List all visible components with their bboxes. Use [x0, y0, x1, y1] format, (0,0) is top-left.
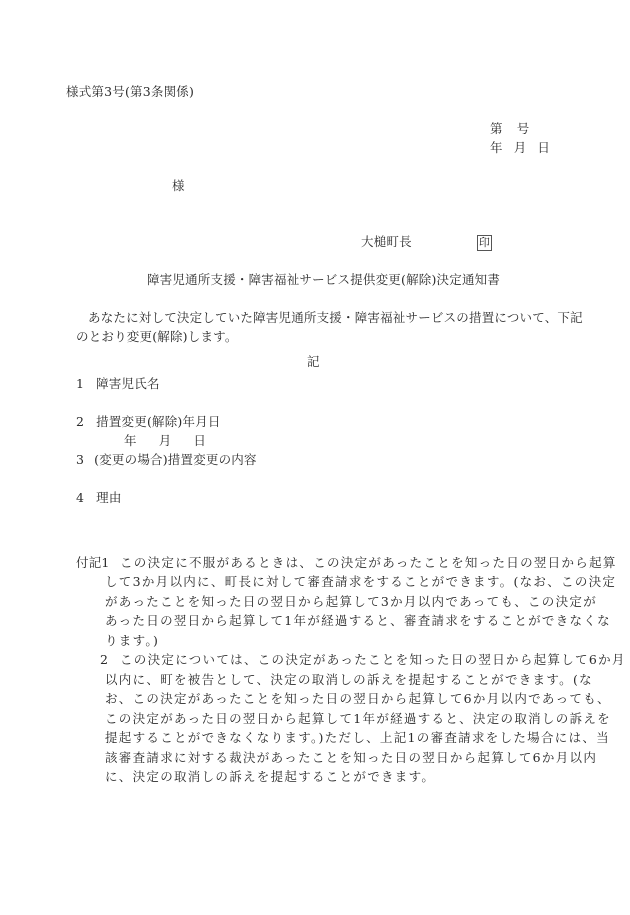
- date-year: 年: [124, 433, 137, 448]
- note-2-line-1: この決定については、この決定があったことを知った日の翌日から起算して6か月: [120, 652, 626, 667]
- item-label: 障害児氏名: [96, 376, 160, 391]
- item-label: 措置変更(解除)年月日: [96, 414, 221, 429]
- issuer-name: 大槌町長: [361, 234, 412, 249]
- item-number: 3: [76, 452, 85, 467]
- item-3: [76, 452, 257, 468]
- item-2-date: [124, 433, 206, 449]
- note-2-line-3: お、この決定があったことを知った日の翌日から起算して6か月以内であっても、: [105, 691, 611, 706]
- note-2-line-6: 該審査請求に対する裁決があったことを知った日の翌日から起算して6か月以内: [105, 750, 598, 765]
- intro-line-2: のとおり変更(解除)します。: [76, 329, 238, 344]
- item-number: 1: [76, 376, 85, 391]
- seal-icon: 印: [478, 236, 491, 249]
- number-suffix: 号: [516, 121, 530, 136]
- item-label: 理由: [96, 490, 122, 505]
- note-1-line-5: ります。): [105, 633, 160, 648]
- note-2-line-7: に、決定の取消しの訴えを提起することができます。: [105, 769, 436, 784]
- item-2: [76, 414, 221, 430]
- note-1-line-4: あった日の翌日から起算して1年が経過すると、審査請求をすることができなくな: [105, 613, 611, 628]
- item-4: [76, 490, 122, 506]
- item-number: 4: [76, 490, 85, 505]
- note-2-line-2: 以内に、町を被告として、決定の取消しの訴えを提起することができます。(な: [105, 672, 593, 687]
- issue-date: [490, 140, 550, 156]
- date-month: 月: [158, 433, 172, 448]
- date-year: 年: [490, 140, 503, 155]
- number-prefix: 第: [490, 121, 503, 136]
- form-label: 様式第3号(第3条関係): [66, 84, 195, 99]
- notes-heading: 付記1: [76, 555, 110, 570]
- note-1-line-3: があったことを知った日の翌日から起算して3か月以内であっても、この決定が: [105, 594, 598, 609]
- item-label: (変更の場合)措置変更の内容: [94, 452, 257, 467]
- date-day: 日: [193, 433, 207, 448]
- note-2-line-4: この決定があった日の翌日から起算して1年が経過すると、決定の取消しの訴えを: [105, 711, 611, 726]
- note-2-line-5: 提起することができなくなります。)ただし、上記1の審査請求をした場合には、当: [105, 730, 610, 745]
- issuer-seal: [477, 234, 492, 251]
- note-1-line-2: して3か月以内に、町長に対して審査請求をすることができます。(なお、この決定: [105, 574, 617, 589]
- document-title: 障害児通所支援・障害福祉サービス提供変更(解除)決定通知書: [147, 272, 501, 287]
- date-month: 月: [513, 140, 527, 155]
- ki-heading: 記: [307, 354, 320, 369]
- item-number: 2: [76, 414, 85, 429]
- note-1-line-1: この決定に不服があるときは、この決定があったことを知った日の翌日から起算: [120, 555, 617, 570]
- addressee-suffix: 様: [172, 178, 185, 193]
- date-day: 日: [537, 140, 551, 155]
- item-1: [76, 376, 160, 392]
- number-line: [490, 121, 529, 137]
- note-2-number: 2: [100, 652, 109, 667]
- intro-line-1: あなたに対して決定していた障害児通所支援・障害福祉サービスの措置について、下記: [88, 310, 583, 325]
